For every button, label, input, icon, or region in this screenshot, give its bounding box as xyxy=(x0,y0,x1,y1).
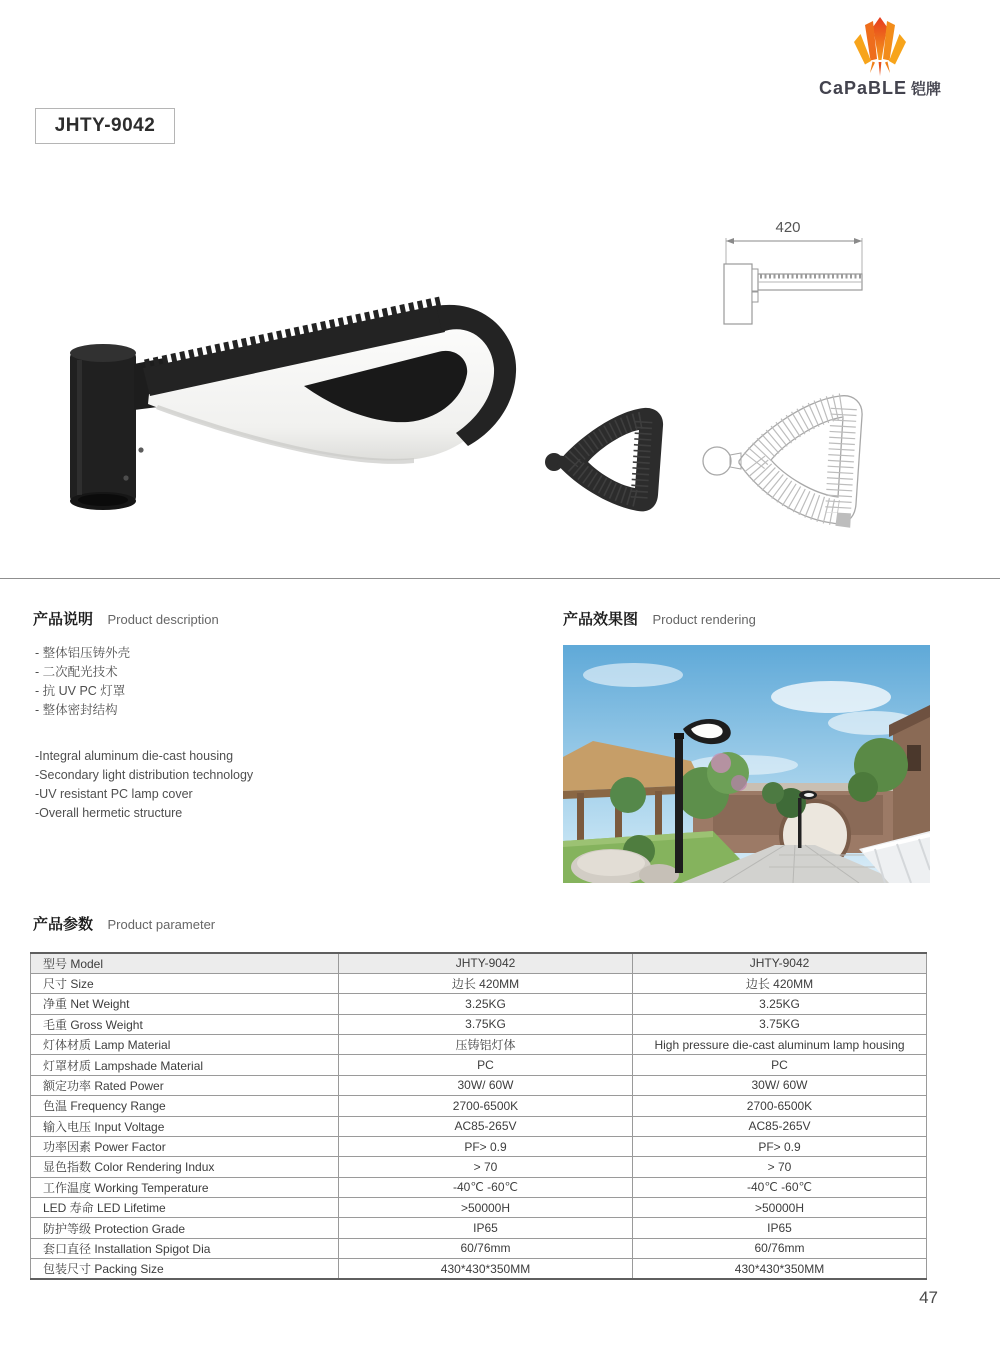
model-number-badge: JHTY-9042 xyxy=(35,108,175,144)
table-row xyxy=(31,1157,927,1177)
param-label: 灯罩材质 Lampshade Material xyxy=(31,1055,339,1075)
description-header xyxy=(33,608,219,629)
dimension-drawing xyxy=(710,216,878,330)
param-value: AC85-265V xyxy=(339,1116,633,1136)
param-label: 输入电压 Input Voltage xyxy=(31,1116,339,1136)
param-label: LED 寿命 LED Lifetime xyxy=(31,1198,339,1218)
table-row xyxy=(31,1116,927,1136)
table-row xyxy=(31,1218,927,1238)
description-item: -UV resistant PC lamp cover xyxy=(35,787,193,801)
table-row xyxy=(31,994,927,1014)
description-item: -Secondary light distribution technology xyxy=(35,768,254,782)
product-photo-image xyxy=(48,272,528,527)
table-row xyxy=(31,1259,927,1279)
parameters-table-body xyxy=(31,953,927,1279)
description-item: - 整体铝压铸外壳 xyxy=(35,646,131,660)
param-label: 毛重 Gross Weight xyxy=(31,1014,339,1034)
description-item: -Integral aluminum die-cast housing xyxy=(35,749,234,763)
param-label: 工作温度 Working Temperature xyxy=(31,1177,339,1197)
parameters-table xyxy=(30,952,927,1280)
param-value: PF> 0.9 xyxy=(339,1136,633,1156)
param-value: -40℃ -60℃ xyxy=(633,1177,927,1197)
rendering-title-en: Product rendering xyxy=(652,612,756,627)
top-view-wireframe-image xyxy=(697,382,883,542)
parameters-title-en: Product parameter xyxy=(107,917,216,932)
param-value: 3.25KG xyxy=(633,994,927,1014)
description-list-en xyxy=(35,747,253,823)
param-label: 防护等级 Protection Grade xyxy=(31,1218,339,1238)
param-value: IP65 xyxy=(633,1218,927,1238)
top-view-solid-image xyxy=(543,398,675,530)
section-divider xyxy=(0,578,1000,579)
description-item: - 整体密封结构 xyxy=(35,703,118,717)
param-value: JHTY-9042 xyxy=(633,953,927,973)
param-value: > 70 xyxy=(339,1157,633,1177)
param-value: 30W/ 60W xyxy=(633,1075,927,1095)
param-value: High pressure die-cast aluminum lamp housing xyxy=(633,1035,927,1055)
param-value: PC xyxy=(633,1055,927,1075)
brand-logo-icon xyxy=(800,16,960,78)
param-value: > 70 xyxy=(633,1157,927,1177)
param-label: 包装尺寸 Packing Size xyxy=(31,1259,339,1279)
brand-name: CaPaBLE xyxy=(818,78,907,98)
param-label: 灯体材质 Lamp Material xyxy=(31,1035,339,1055)
description-item: - 抗 UV PC 灯罩 xyxy=(35,684,126,698)
param-value: 30W/ 60W xyxy=(339,1075,633,1095)
param-value: 60/76mm xyxy=(633,1238,927,1258)
table-row xyxy=(31,1198,927,1218)
dimension-value: 420 xyxy=(775,219,801,236)
param-label: 净重 Net Weight xyxy=(31,994,339,1014)
param-label: 显色指数 Color Rendering Indux xyxy=(31,1157,339,1177)
description-item: -Overall hermetic structure xyxy=(35,806,183,820)
param-value: 压铸铝灯体 xyxy=(339,1035,633,1055)
param-value: -40℃ -60℃ xyxy=(339,1177,633,1197)
table-row xyxy=(31,1014,927,1034)
param-value: 430*430*350MM xyxy=(633,1259,927,1279)
rendering-image xyxy=(563,645,930,883)
param-value: 3.25KG xyxy=(339,994,633,1014)
param-value: AC85-265V xyxy=(633,1116,927,1136)
param-label: 尺寸 Size xyxy=(31,973,339,993)
param-value: 边长 420MM xyxy=(339,973,633,993)
param-value: 2700-6500K xyxy=(339,1096,633,1116)
param-value: IP65 xyxy=(339,1218,633,1238)
parameters-title-cn: 产品参数 xyxy=(33,916,94,933)
param-value: 2700-6500K xyxy=(633,1096,927,1116)
param-label: 功率因素 Power Factor xyxy=(31,1136,339,1156)
param-value: PF> 0.9 xyxy=(633,1136,927,1156)
table-row xyxy=(31,1035,927,1055)
param-value: 3.75KG xyxy=(339,1014,633,1034)
table-row xyxy=(31,1096,927,1116)
param-value: 边长 420MM xyxy=(633,973,927,993)
description-list-cn xyxy=(35,644,130,720)
table-row xyxy=(31,953,927,973)
table-row xyxy=(31,1075,927,1095)
brand-name-cn: 铠牌 xyxy=(911,81,942,98)
table-row xyxy=(31,973,927,993)
param-label: 型号 Model xyxy=(31,953,339,973)
param-label: 色温 Frequency Range xyxy=(31,1096,339,1116)
description-title-cn: 产品说明 xyxy=(33,611,94,628)
rendering-title-cn: 产品效果图 xyxy=(563,611,639,628)
param-value: 60/76mm xyxy=(339,1238,633,1258)
rendering-header xyxy=(563,608,756,629)
param-value: >50000H xyxy=(633,1198,927,1218)
param-value: PC xyxy=(339,1055,633,1075)
param-value: JHTY-9042 xyxy=(339,953,633,973)
page-number: 47 xyxy=(919,1288,938,1307)
param-value: 430*430*350MM xyxy=(339,1259,633,1279)
param-value: 3.75KG xyxy=(633,1014,927,1034)
param-label: 套口直径 Installation Spigot Dia xyxy=(31,1238,339,1258)
brand-logo xyxy=(800,16,960,99)
table-row xyxy=(31,1055,927,1075)
parameters-header xyxy=(33,913,215,934)
param-label: 额定功率 Rated Power xyxy=(31,1075,339,1095)
description-title-en: Product description xyxy=(107,612,219,627)
table-row xyxy=(31,1238,927,1258)
table-row xyxy=(31,1177,927,1197)
description-item: - 二次配光技术 xyxy=(35,665,118,679)
param-value: >50000H xyxy=(339,1198,633,1218)
table-row xyxy=(31,1136,927,1156)
